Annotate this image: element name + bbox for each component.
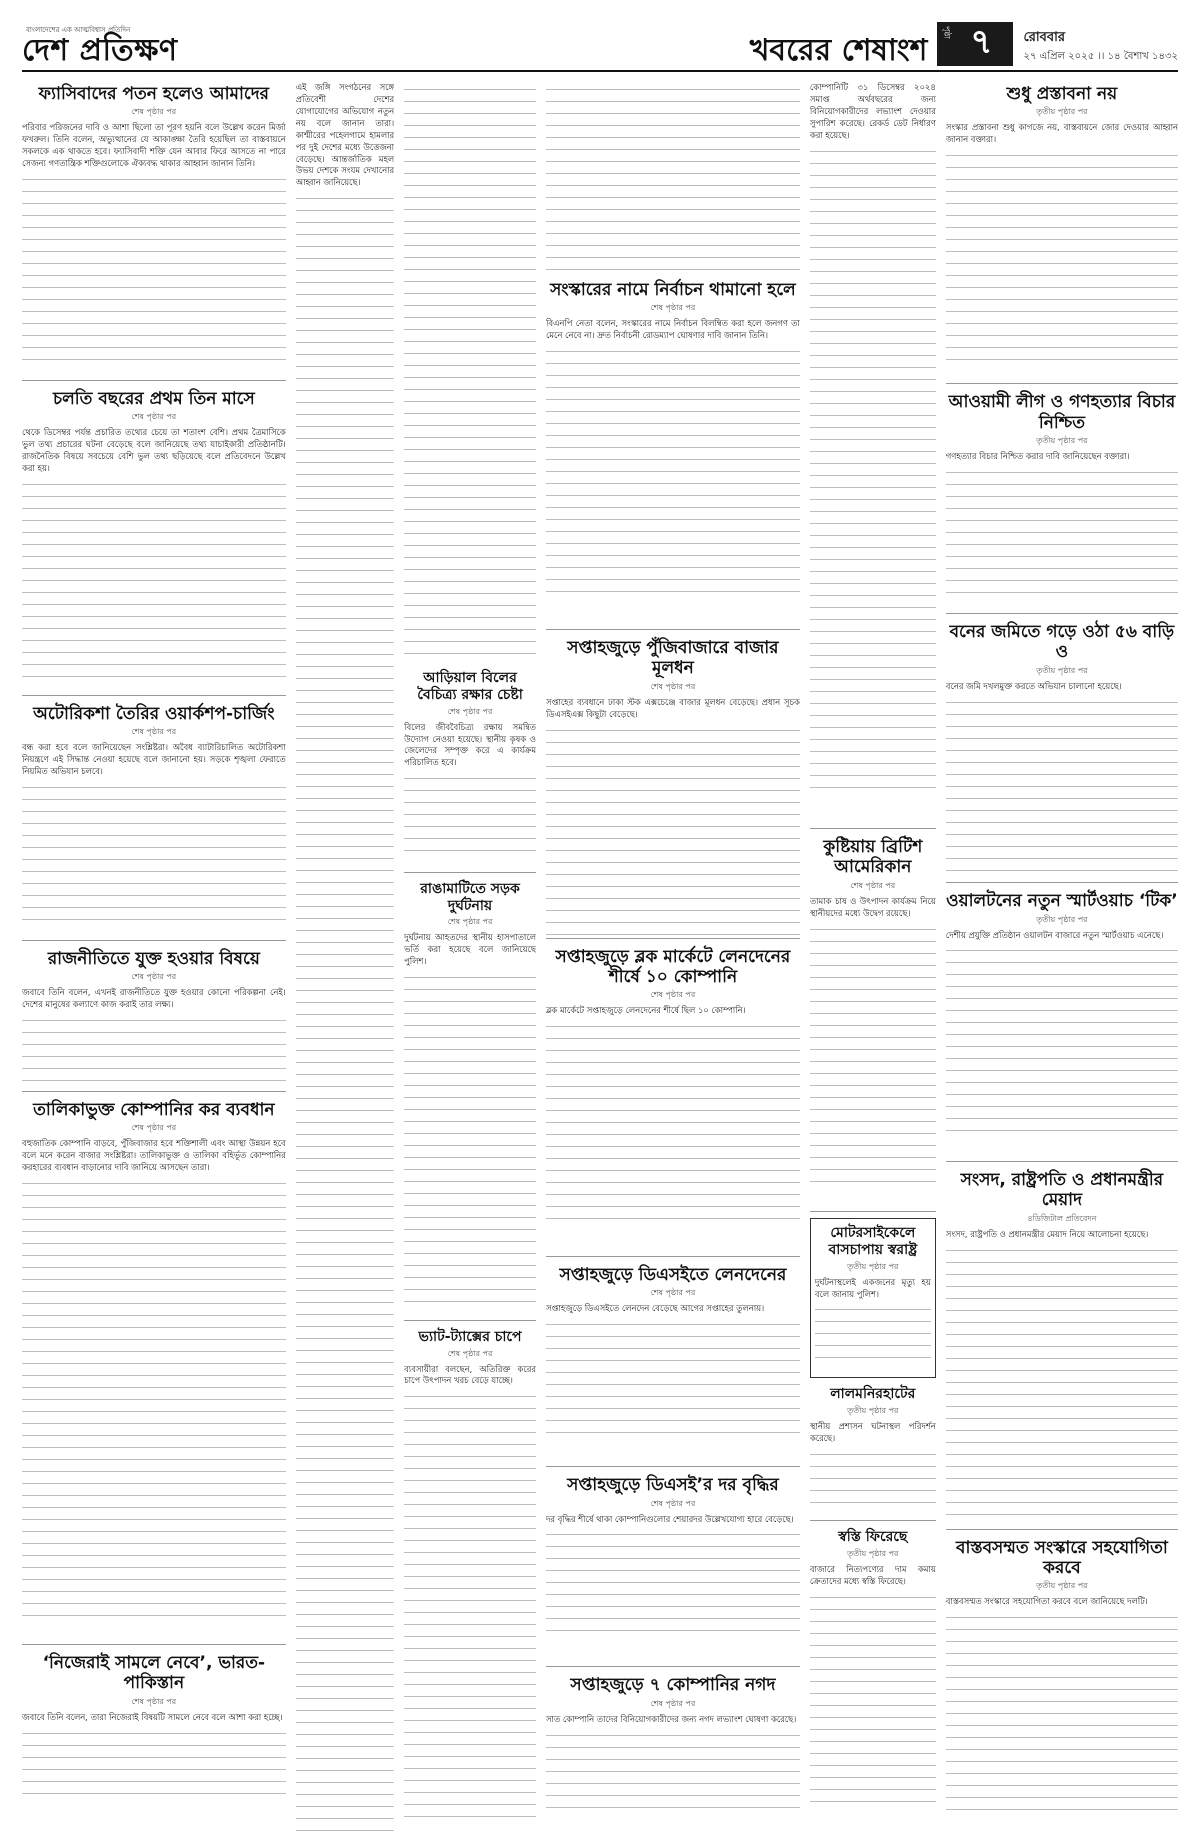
headline: রাঙামাটিতে সড়ক দুর্ঘটনায় (420, 880, 520, 914)
article-lalmonirhat (810, 1384, 936, 1521)
brand-tagline: বাংলাদেশের এক আত্মবিশ্বাস প্রতিদিন (26, 26, 131, 34)
article-paragraph: ব্লক মার্কেটে সপ্তাহজুড়ে লেনদেনের শীর্ষে ছিল ১০ কোম্পানি। (545, 1005, 746, 1016)
article-body (546, 1514, 800, 1526)
article-awami-league (946, 390, 1178, 614)
text-lines (946, 1243, 1178, 1523)
article-body (810, 82, 936, 142)
headline: রাজনীতিতে যুক্ত হওয়ার বিষয়ে (47, 949, 260, 969)
text-lines (946, 943, 1178, 1133)
text-lines (22, 780, 286, 930)
article-body (946, 1229, 1178, 1241)
headline: লালমনিরহাটের (830, 1386, 916, 1402)
article-paragraph: তামাক চাষ ও উৎপাদন কার্যক্রম নিয়ে স্থানীয়দের মধ্যে উদ্বেগ রয়েছে। (809, 895, 936, 918)
article-india-pakistan (22, 1651, 286, 1797)
article-body (946, 681, 1178, 693)
article-dse-price-rise (546, 1473, 800, 1667)
text-lines (404, 1389, 536, 1819)
article-paragraph: দুর্ঘটনাস্থলেই একজনের মৃত্যু হয় বলে জানায় পুলিশ। (814, 1276, 931, 1299)
dateline (1023, 28, 1178, 66)
text-lines (810, 1590, 936, 1810)
text-lines (546, 82, 800, 272)
article-paragraph: বনের জমি দখলমুক্ত করতে অভিযান চালানো হয়েছে। (945, 680, 1122, 691)
article-paragraph: বিএনপি নেতা বলেন, সংস্কারের নামে নির্বাচন বিলম্বিত করা হলে জনগণ তা মেনে নেবে না। দ্রুত নির্বাচনী রোডম্যাপ ঘোষণার দাবি জানান তিনি। (545, 318, 800, 341)
headline: সপ্তাহজুড়ে ব্লক মার্কেটে লেনদেনের শীর্ষে ১০ কোম্পানি (555, 946, 791, 987)
page-number: ৭ (970, 21, 993, 62)
article-body (404, 722, 536, 770)
section-header (750, 22, 1178, 66)
column-6 (946, 82, 1178, 1837)
jump-note: শেষ পৃষ্ঠার পর (131, 107, 177, 117)
article-motorcycle (810, 1218, 936, 1378)
article-forest-land (946, 620, 1178, 883)
article-paragraph: বহুজাতিক কোম্পানি বাড়বে, পুঁজিবাজার হবে শক্তিশালী এবং আস্থা উন্নয়ন হবে বলে মনে করেন বাজার সংশ্লিষ্টরা। তালিকাভুক্ত ও তালিকা বহির্ভূত কোম্পানির করহারের ব্যবধান বাড়ানোর দাবি জানিয়ে আসছেন তারা। (22, 1138, 286, 1173)
weekday: রোববার (1023, 30, 1066, 45)
article-realistic-reform (946, 1536, 1178, 1837)
text-lines (946, 695, 1178, 875)
jump-note: শেষ পৃষ্ঠার পর (650, 1498, 696, 1508)
jump-note: ৪ডিজিটাল প্রতিবেদন (1027, 1213, 1097, 1223)
text-lines (815, 1302, 931, 1362)
jump-note: শেষ পৃষ্ঠার পর (650, 990, 696, 1000)
article-paragraph: সংসদ, রাষ্ট্রপতি ও প্রধানমন্ত্রীর মেয়াদ নিয়ে আলোচনা হয়েছে। (945, 1228, 1149, 1239)
article-relief (810, 1527, 936, 1833)
text-lines (946, 465, 1178, 595)
column-1 (22, 82, 286, 1837)
article-paragraph: সাত কোম্পানি তাদের বিনিয়োগকারীদের জন্য নগদ লভ্যাংশ ঘোষণা করেছে। (545, 1713, 797, 1724)
text-lines (810, 922, 936, 1182)
article-block-market (546, 945, 800, 1257)
text-lines (546, 1527, 800, 1637)
jump-note: শেষ পৃষ্ঠার পর (131, 1123, 177, 1133)
article-body (546, 1303, 800, 1315)
article-seven-companies (546, 1673, 800, 1837)
text-lines (22, 172, 286, 362)
jump-note: শেষ পৃষ্ঠার পর (447, 706, 493, 716)
section-title: খবরের শেষাংশ (749, 33, 928, 68)
article-continuation (296, 82, 394, 1837)
article-body (22, 122, 286, 170)
headline: ফ্যাসিবাদের পতন হলেও আমাদের (38, 84, 270, 104)
article-columns (22, 82, 1178, 1837)
text-lines (546, 1317, 800, 1437)
article-body (546, 318, 800, 342)
text-lines (546, 344, 800, 594)
column-5 (810, 82, 936, 1837)
text-lines (296, 191, 394, 1837)
brand (22, 24, 178, 66)
article-body (22, 987, 286, 1011)
jump-note: শেষ পৃষ্ঠার পর (131, 972, 177, 982)
article-fascism (22, 82, 286, 381)
date: ২৭ এপ্রিল ২০২৫ ।। ১৪ বৈশাখ ১৪৩২ (1023, 51, 1178, 62)
jump-note: তৃতীয় পৃষ্ঠার পর (1036, 1581, 1088, 1591)
article-vat-tariff (404, 1327, 536, 1837)
jump-note: শেষ পৃষ্ঠার পর (131, 412, 177, 422)
article-body (946, 122, 1178, 146)
article-paragraph: দুর্ঘটনায় আহতদের স্থানীয় হাসপাতালে ভর্তি করা হয়েছে বলে জানিয়েছে পুলিশ। (404, 932, 536, 967)
text-lines (810, 1447, 936, 1507)
article-paragraph: দেশীয় প্রযুক্তি প্রতিষ্ঠান ওয়ালটন বাজারে নতুন স্মার্টওয়াচ এনেছে। (945, 929, 1164, 940)
column-2 (296, 82, 394, 1837)
article-body (404, 1364, 536, 1388)
headline: সপ্তাহজুড়ে পুঁজিবাজারে বাজার মূলধন (567, 637, 779, 679)
article-body (22, 1712, 286, 1724)
text-lines (22, 1726, 286, 1796)
article-paragraph: দর বৃদ্ধির শীর্ষে থাকা কোম্পানিগুলোর শেয়ারদর উল্লেখযোগ্য হারে বেড়েছে। (545, 1513, 794, 1524)
article-paragraph: বাজারে নিত্যপণ্যের দাম কমায় ক্রেতাদের মধ্যে স্বস্তি ফিরেছে। (809, 1563, 936, 1586)
article-proposal (946, 82, 1178, 384)
jump-note: শেষ পৃষ্ঠার পর (850, 880, 896, 890)
headline: ওয়ালটনের নতুন স্মার্টওয়াচ ‘টিক’ (946, 891, 1178, 912)
article-paragraph: জবাবে তিনি বলেন, তারা নিজেরাই বিষয়টি সামলে নেবে বলে আশা করা হচ্ছে। (22, 1711, 283, 1722)
jump-note: তৃতীয় পৃষ্ঠার পর (847, 1405, 899, 1415)
headline: কুষ্টিয়ায় ব্রিটিশ আমেরিকান (823, 837, 923, 878)
article-parliament-tenure (946, 1168, 1178, 1530)
text-lines (404, 970, 536, 1310)
headline: সপ্তাহজুড়ে ডিএসইতে লেনদেনের (559, 1265, 787, 1286)
article-body (546, 1005, 800, 1017)
text-lines (404, 771, 536, 861)
article-paragraph: জবাবে তিনি বলেন, এখনই রাজনীতিতে যুক্ত হওয়ার কোনো পরিকল্পনা নেই। দেশের মানুষের কল্যাণে কাজ করাই তার লক্ষ্য। (22, 987, 286, 1010)
jump-note: শেষ পৃষ্ঠার পর (650, 681, 696, 691)
jump-note: শেষ পৃষ্ঠার পর (650, 1698, 696, 1708)
article-walton (946, 889, 1178, 1162)
article-body (546, 1714, 800, 1726)
article-paragraph: সপ্তাহজুড়ে ডিএসইতে লেনদেন বেড়েছে আগের সপ্তাহের তুলনায়। (545, 1303, 765, 1314)
headline: শুধু প্রস্তাবনা নয় (1006, 84, 1118, 104)
article-paragraph: কোম্পানিটি ৩১ ডিসেম্বর ২০২৪ সমাপ্ত অর্থবছরের জন্য বিনিয়োগকারীদের লভ্যাংশ দেওয়ার সুপারিশ করেছে। রেকর্ড ডেট নির্ধারণ করা হয়েছে। (809, 82, 936, 140)
headline: চলতি বছরের প্রথম তিন মাসে (52, 389, 255, 409)
headline: বনের জমিতে গড়ে ওঠা ৫৬ বাড়ি ও (949, 622, 1175, 663)
text-lines (546, 723, 800, 939)
article-body (810, 896, 936, 920)
text-lines (946, 1610, 1178, 1820)
article-body (546, 697, 800, 721)
article-kushtia (810, 835, 936, 1212)
article-body (946, 930, 1178, 942)
article-aryal-beel (404, 668, 536, 873)
jump-note: শেষ পৃষ্ঠার পর (447, 917, 493, 927)
article-rangamati (404, 879, 536, 1321)
article-paragraph: ব্যবসায়ীরা বলছেন, অতিরিক্ত করের চাপে উৎপাদন খরচ বেড়ে যাচ্ছে। (404, 1363, 536, 1386)
article-body (810, 1421, 936, 1445)
headline: তালিকাভুক্ত কোম্পানির কর ব্যবধান (33, 1100, 275, 1120)
text-lines (946, 148, 1178, 368)
masthead (22, 14, 1178, 72)
article-body (404, 932, 536, 968)
headline: স্বস্তি ফিরেছে (838, 1529, 908, 1545)
text-lines (22, 477, 286, 687)
article-paragraph: স্থানীয় প্রশাসন ঘটনাস্থল পরিদর্শন করেছে। (809, 1420, 936, 1443)
jump-note: শেষ পৃষ্ঠার পর (447, 1348, 493, 1358)
article-paragraph: বাস্তবসম্মত সংস্কারে সহযোগিতা করবে বলে জানিয়েছে দলটি। (945, 1596, 1148, 1607)
article-body (810, 1564, 936, 1588)
jump-note: তৃতীয় পৃষ্ঠার পর (1036, 665, 1088, 675)
text-lines (22, 1013, 286, 1083)
article-body (946, 451, 1178, 463)
jump-note: শেষ পৃষ্ঠার পর (131, 1696, 177, 1706)
article-paragraph: গণহত্যার বিচার নিশ্চিত করার দাবি জানিয়েছেন বক্তারা। (945, 451, 1130, 462)
article-first-quarter (22, 387, 286, 696)
headline: বাস্তবসম্মত সংস্কারে সহযোগিতা করবে (955, 1537, 1168, 1578)
text-lines (22, 1176, 286, 1616)
text-lines (404, 82, 536, 662)
column-3 (404, 82, 536, 1837)
article-body (22, 742, 286, 778)
headline: সপ্তাহজুড়ে ৭ কোম্পানির নগদ (570, 1675, 776, 1696)
article-body (815, 1277, 931, 1301)
headline: ভ্যাট-ট্যাক্সের চাপে (418, 1328, 522, 1345)
headline: ‘নিজেরাই সামলে নেবে’, ভারত-পাকিস্তান (42, 1653, 266, 1694)
headline: আড়িয়াল বিলের বৈচিত্র্য রক্ষার চেষ্টা (417, 670, 523, 703)
article-paragraph: বন্ধ করা হবে বলে জানিয়েছেন সংশ্লিষ্টরা। অবৈধ ব্যাটারিচালিত অটোরিকশা নিয়ন্ত্রণে এই সিদ্ধান্ত নেওয়া হয়েছে বলে জানানো হয়। সড়কে শৃঙ্খলা ফেরাতে নিয়মিত অভিযান চলবে। (22, 742, 286, 777)
article-paragraph: পরিবার পরিজনের দাবি ও আশা ছিলো তা পূরণ হয়নি বলে উল্লেখ করেন মির্জা ফখরুল। তিনি বলেন, অভ্যুত্থানের যে আকাঙ্ক্ষা তৈরি হয়েছিল তা বাস্তবায়নে সকলকে এক থাকতে হবে। ফ্যাসিবাদী শক্তি যেন আবার ফিরে আসতে না পারে সেজন্য গণতান্ত্রিক শক্তিগুলোকে ঐক্যবদ্ধ থাকার আহ্বান জানান তিনি। (22, 122, 286, 169)
text-lines (546, 1019, 800, 1229)
jump-note: শেষ পৃষ্ঠার পর (650, 303, 696, 313)
article-paragraph: এই জঙ্গি সংগঠনের সঙ্গে প্রতিবেশী দেশের যোগাযোগের অভিযোগ নতুন নয় বলে জানান তারা। কাশ্মীরের পহেলগামে হামলার পর দুই দেশের মধ্যে উত্তেজনা বেড়েছে। আন্তর্জাতিক মহল উভয় দেশকে সংযম দেখানোর আহ্বান জানিয়েছে। (295, 82, 395, 188)
jump-note: তৃতীয় পৃষ্ঠার পর (1036, 436, 1088, 446)
headline: সংসদ, রাষ্ট্রপতি ও প্রধানমন্ত্রীর মেয়াদ (960, 1170, 1164, 1211)
page-label: পৃষ্ঠা (942, 26, 952, 39)
jump-note: তৃতীয় পৃষ্ঠার পর (1036, 914, 1088, 924)
article-reform-election (546, 278, 800, 630)
article-politics (22, 947, 286, 1092)
article-paragraph: থেকে ডিসেম্বর পর্যন্ত প্রচারিত তথ্যের চেয়ে তা শতাংশ বেশি। প্রথম ত্রৈমাসিকে ভুল তথ্য প্রচারের ঘটনা বেড়েছে বলে জানিয়েছে তথ্য যাচাইকারী প্রতিষ্ঠানটি। রাজনৈতিক বিষয়ে সবচেয়ে বেশি ভুল তথ্য ছড়িয়েছে বলে প্রতিবেদনে উল্লেখ করা হয়। (22, 427, 286, 474)
headline: মোটরসাইকেলে বাসচাপায় স্বরাষ্ট্র (828, 1225, 918, 1258)
article-paragraph: সংস্কার প্রস্তাবনা শুধু কাগজে নয়, বাস্তবায়নে জোর দেওয়ার আহ্বান জানান বক্তারা। (945, 122, 1179, 145)
headline: সপ্তাহজুড়ে ডিএসই’র দর বৃদ্ধির (567, 1475, 779, 1496)
article-dse-transaction (546, 1263, 800, 1467)
jump-note: শেষ পৃষ্ঠার পর (650, 1288, 696, 1298)
jump-note: শেষ পৃষ্ঠার পর (131, 727, 177, 737)
headline: আওয়ামী লীগ ও গণহত্যার বিচার নিশ্চিত (948, 392, 1176, 433)
article-listed-companies (22, 1098, 286, 1645)
page-number-badge (937, 22, 1013, 66)
article-paragraph: সপ্তাহের ব্যবধানে ঢাকা স্টক এক্সচেঞ্জে বাজার মূলধন বেড়েছে। প্রধান সূচক ডিএসইএক্স কিছুটা বেড়েছে। (545, 696, 800, 719)
article-body (946, 1596, 1178, 1608)
article-capital-market (546, 636, 800, 939)
article-autorickshaw (22, 702, 286, 941)
text-lines (546, 1728, 800, 1818)
jump-note: তৃতীয় পৃষ্ঠার পর (1036, 107, 1088, 117)
article-body (22, 1138, 286, 1174)
headline: অটোরিকশা তৈরির ওয়ার্কশপ-চার্জিং (33, 704, 275, 724)
text-lines (810, 144, 936, 794)
article-body (22, 427, 286, 475)
article-body (296, 82, 394, 189)
column-4 (546, 82, 800, 1837)
article-continuation-dividends (810, 82, 936, 829)
jump-note: তৃতীয় পৃষ্ঠার পর (847, 1548, 899, 1558)
article-paragraph: বিলের জীববৈচিত্র্য রক্ষায় সমন্বিত উদ্যোগ নেওয়া হয়েছে। স্থানীয় কৃষক ও জেলেদের সম্পৃক্ত করে এ কার্যক্রম পরিচালিত হবে। (404, 721, 536, 768)
jump-note: তৃতীয় পৃষ্ঠার পর (847, 1261, 899, 1271)
headline: সংস্কারের নামে নির্বাচন থামানো হলে (550, 280, 796, 300)
brand-name: দেশ প্রতিক্ষণ (22, 33, 178, 68)
